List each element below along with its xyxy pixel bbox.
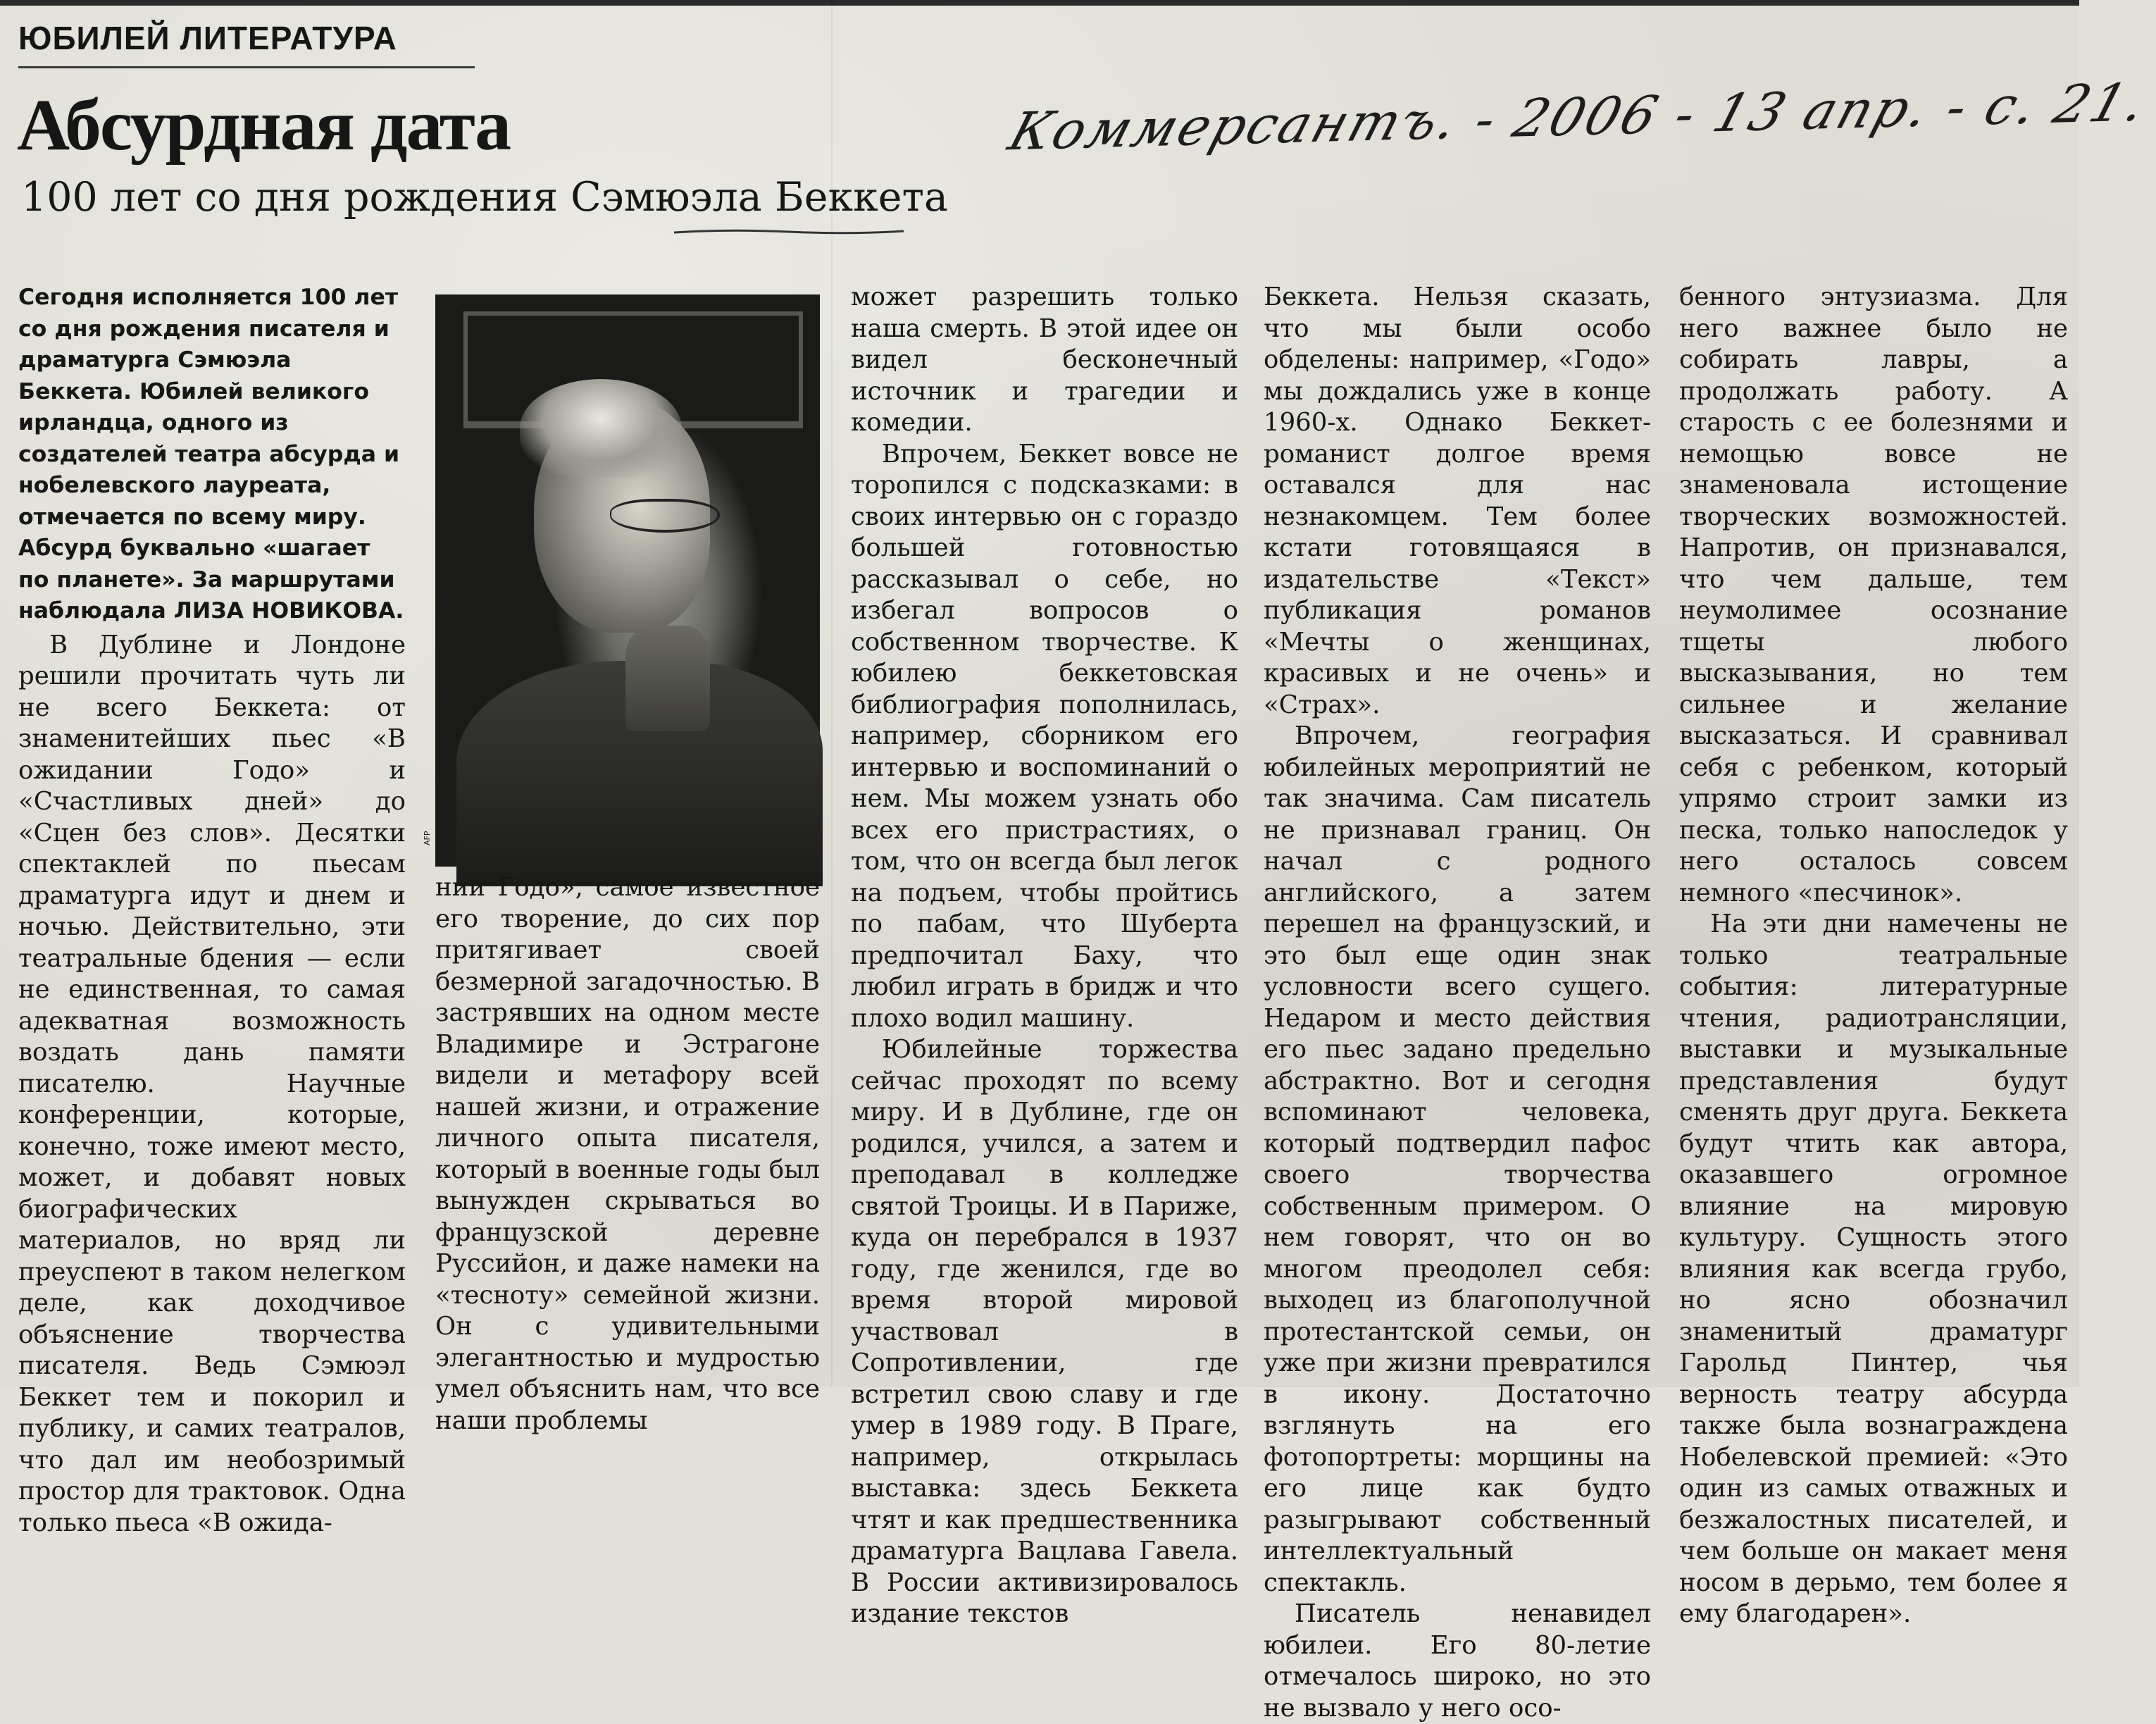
- column-2-paragraph: нии Годо», самое известное его творение, до сих пор притягивает своей безмерной загадочностью. В застрявших на одном месте Владимире и Эстрагоне видели и метафору всей нашей жизни, и отражение личного опыта писателя, который в военные годы был вынужден скрываться во французской деревне Руссийон, и даже намеки на «тесноту» семейной жизни. Он с удивительными элегантностью и мудростью умел объяснить нам, что все наши проблемы: [435, 873, 820, 1435]
- column-4-paragraph-3: Писатель ненавидел юбилеи. Его 80-летие отмечалось широко, но это не вызвало у него осо-: [1264, 1599, 1651, 1723]
- section-rubric: [18, 15, 475, 68]
- pencil-underline: [673, 228, 905, 237]
- column-3-paragraph-2: Впрочем, Беккет вовсе не торопился с подсказками: в своих интервью он с гораздо большей готовностью рассказывал о себе, но избегал вопросов о собственном творчестве. К юбилею беккетовская библиография пополнилась, например, сборником его интервью и воспоминаний о нем. Мы можем узнать обо всех его пристрастиях, о том, что он всегда был легок на подъем, чтобы пройтись по пабам, что Шуберта предпочитал Баху, что любил играть в бридж и что плохо водил машину.: [851, 439, 1238, 1033]
- author-portrait-photo: [435, 294, 820, 867]
- column-4-paragraph-2: Впрочем, география юбилейных мероприятий не так значима. Сам писатель не признавал границ. Он начал с родного английского, а затем перешел на французский, и это был еще один знак условности всего сущего. Недаром и место действия его пьес задано предельно абстрактно. Вот и сегодня вспоминают человека, который подтвердил пафос своего творчества собственным примером. О нем говорят, что он во многом преодолел себя: выходец из благополучной протестантской семьи, он уже при жизни превратился в икону. Достаточно взглянуть на его фотопортреты: морщины на его лице как будто разыгрывают собственный интеллектуальный спектакль.: [1264, 721, 1651, 1597]
- column-3-paragraph-3: Юбилейные торжества сейчас проходят по всему миру. И в Дублине, где он родился, учился, а затем и преподавал в колледже святой Троицы. И в Париже, куда он перебрался в 1937 году, где женился, где во время второй мировой участвовал в Сопротивлении, где встретил свою славу и где умер в 1989 году. В Праге, например, открылась выставка: здесь Беккета чтят и как предшественника драматурга Вацлава Гавела. В России активизировалось издание текстов: [851, 1035, 1238, 1628]
- photo-credit: AFP: [423, 831, 432, 845]
- rubric-jubilee: ЮБИЛЕЙ: [18, 20, 170, 56]
- article-subheadline: 100 лет со дня рождения Сэмюэла Беккета: [21, 174, 949, 221]
- portrait-hair: [520, 379, 682, 478]
- column-2: [435, 872, 820, 1435]
- column-1-paragraph: В Дублине и Лондоне решили прочитать чуть ли не всего Беккета: от знаменитейших пьес «В ожидании Годо» и «Счастливых дней» до «Сцен без слов». Десятки спектаклей по пьесам драматурга идут и днем и ночью. Действительно, эти театральные бдения — если не единственная, то самая адекватная возможность воздать дань памяти писателю. Научные конференции, которые, конечно, тоже имеют место, может, и добавят новых биографических материалов, но вряд ли преуспеют в таком нелегком деле, как доходчивое объяснение творчества писателя. Ведь Сэмюэл Беккет тем и покорил и публику, и самих театралов, что дал им необозримый простор для трактовок. Одна только пьеса «В ожида-: [18, 630, 406, 1537]
- column-3-paragraph-1: может разрешить только наша смерть. В этой идее он видел бесконечный источник и трагедии и комедии.: [851, 283, 1238, 437]
- handwritten-source-note: Коммерсантъ. - 2006 - 13 апр. - с. 21.: [1002, 72, 2155, 163]
- column-5-paragraph-2: На эти дни намечены не только театральные события: литературные чтения, радиотрансляции, выставки и музыкальные представления будут сменять друг друга. Беккета будут чтить как автора, оказавшего огромное влияние на мировую культуру. Сущность этого влияния как всегда грубо, но ясно обозначил знаменитый драматург Гарольд Пинтер, чья верность театру абсурда также была вознаграждена Нобелевской премией: «Это один из самых отважных и безжалостных писателей, и чем больше он макает меня носом в дерьмо, тем более я ему благодарен».: [1679, 910, 2068, 1628]
- bleed-through-text: [930, 7, 2071, 49]
- column-5-paragraph-1: бенного энтузиазма. Для него важнее было не собирать лавры, а продолжать работу. А старость с ее болезнями и немощью вовсе не знаменовала истощение творческих возможностей. Напротив, он признавался, что чем дальше, тем неумолимее осознание тщеты любого высказывания, но тем сильнее и желание высказаться. И сравнивал себя с ребенком, который упрямо строит замки из песка, только напоследок у него осталось совсем немного «песчинок».: [1679, 283, 2068, 907]
- top-border: [0, 0, 2079, 6]
- column-3: [851, 282, 1238, 1628]
- rubric-literature: ЛИТЕРАТУРА: [180, 20, 397, 56]
- column-1: [18, 282, 406, 1537]
- article-lead: Сегодня исполняется 100 лет со дня рождения писателя и драматурга Сэмюэла Беккета. Юбилей великого ирландца, одного из создателей театра абсурда и нобелевского лауреата, отмечается по всему миру. Абсурд буквально «шагает по планете». За маршрутами наблюдала ЛИЗА НОВИКОВА.: [18, 285, 404, 624]
- portrait-collar: [625, 626, 710, 731]
- column-4: [1264, 282, 1651, 1723]
- portrait-glasses: [610, 499, 720, 533]
- article-headline: Абсурдная дата: [17, 85, 511, 166]
- column-5: [1679, 282, 2068, 1628]
- column-4-paragraph-1: Беккета. Нельзя сказать, что мы были особо обделены: например, «Годо» мы дождались уже в конце 1960-х. Однако Беккет-романист долгое время оставался для нас незнакомцем. Тем более кстати готовящаяся в издательстве «Текст» публикация романов «Мечты о женщинах, красивых и не очень» и «Страх».: [1264, 283, 1651, 719]
